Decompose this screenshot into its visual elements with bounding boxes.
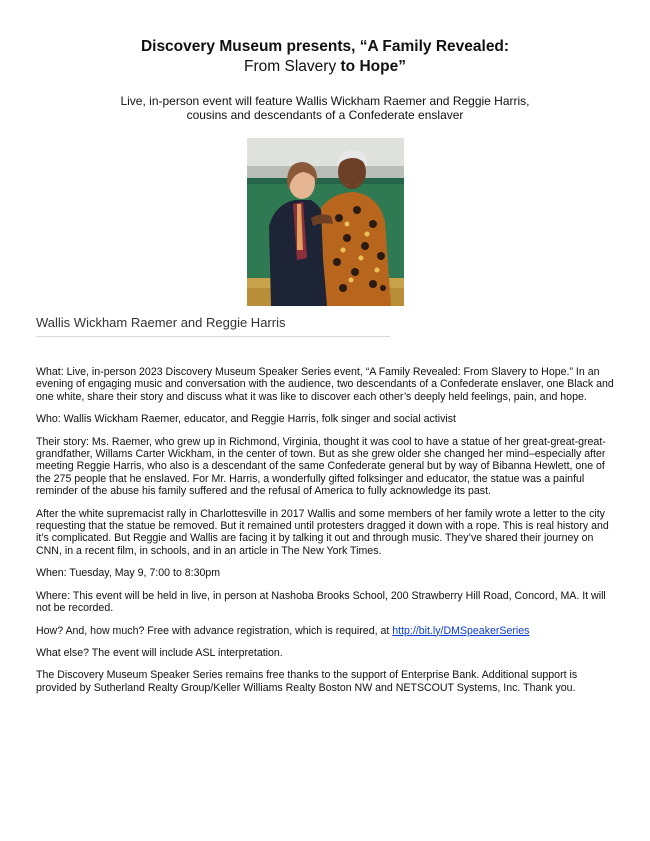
paragraph-when: When: Tuesday, May 9, 7:00 to 8:30pm — [36, 567, 221, 580]
subtitle — [0, 94, 650, 122]
title-part-b: to Hope” — [340, 58, 406, 75]
subtitle-line-2: cousins and descendants of a Confederate enslaver — [186, 108, 464, 122]
photo-caption: Wallis Wickham Raemer and Reggie Harris — [36, 315, 390, 337]
event-photo — [247, 138, 404, 306]
subtitle-line-1: Live, in-person event will feature Wallis Wickham Raemer and Reggie Harris, — [120, 94, 530, 108]
how-text: How? And, how much? Free with advance registration, which is required, at — [36, 624, 393, 637]
title-part-a: From Slavery — [244, 58, 341, 75]
paragraph-after: After the white supremacist rally in Charlottesville in 2017 Wallis and some members of her family wrote a letter to the city requesting that the statue be removed. But it remained until protesters dragged it down with a rope. This is real history and it’s complicated. But Reggie and Wallis are facing it by talking it out and through music. They’ve shared their journey on CNN, in a recent film, in schools, and in an article in The New York Times. — [36, 507, 609, 557]
page-title-line-2 — [0, 58, 650, 76]
paragraph-who: Who: Wallis Wickham Raemer, educator, and Reggie Harris, folk singer and social activist — [36, 413, 456, 426]
paragraph-thanks: The Discovery Museum Speaker Series remains free thanks to the support of Enterprise Bank. Additional support is provided by Sutherland Realty Group/Keller Williams Realty Boston NW and NETSCOUT Systems, Inc. Thank you. — [36, 669, 578, 694]
registration-link[interactable]: http://bit.ly/DMSpeakerSeries — [392, 624, 530, 637]
page-title: Discovery Museum presents, “A Family Revealed: — [140, 38, 510, 55]
paragraph-where: Where: This event will be held in live, in person at Nashoba Brooks School, 200 Strawberry Hill Road, Concord, MA. It will not be recorded. — [36, 589, 606, 615]
photo-illustration — [247, 138, 404, 306]
paragraph-how — [36, 625, 616, 637]
paragraph-story: Their story: Ms. Raemer, who grew up in Richmond, Virginia, thought it was cool to have a statue of her great-great-great-grandfather, Willams Carter Wickham, in the center of town. But as she grew older she changed her mind–especially after meeting Reggie Harris, who also is a descendant of the same Confederate general but by way of Bibanna Hewlett, one of the 275 people that he enslaved. For Mr. Harris, a wonderfully gifted folksinger and educator, the statue was a painful reminder of the abuse his family suffered and the refusal of America to fully acknowledge its past. — [36, 435, 606, 498]
paragraph-what: What: Live, in-person 2023 Discovery Museum Speaker Series event, “A Family Revealed: From Slavery to Hope.” In an evening of engaging music and conversation with the audience, two descendants of a Confederate enslaver, one Black and one white, share their story and discuss what it was like to discover each other’s deeply held feelings, pain, and hope. — [36, 366, 614, 403]
article-body — [36, 366, 616, 704]
paragraph-what-else: What else? The event will include ASL interpretation. — [36, 646, 283, 659]
